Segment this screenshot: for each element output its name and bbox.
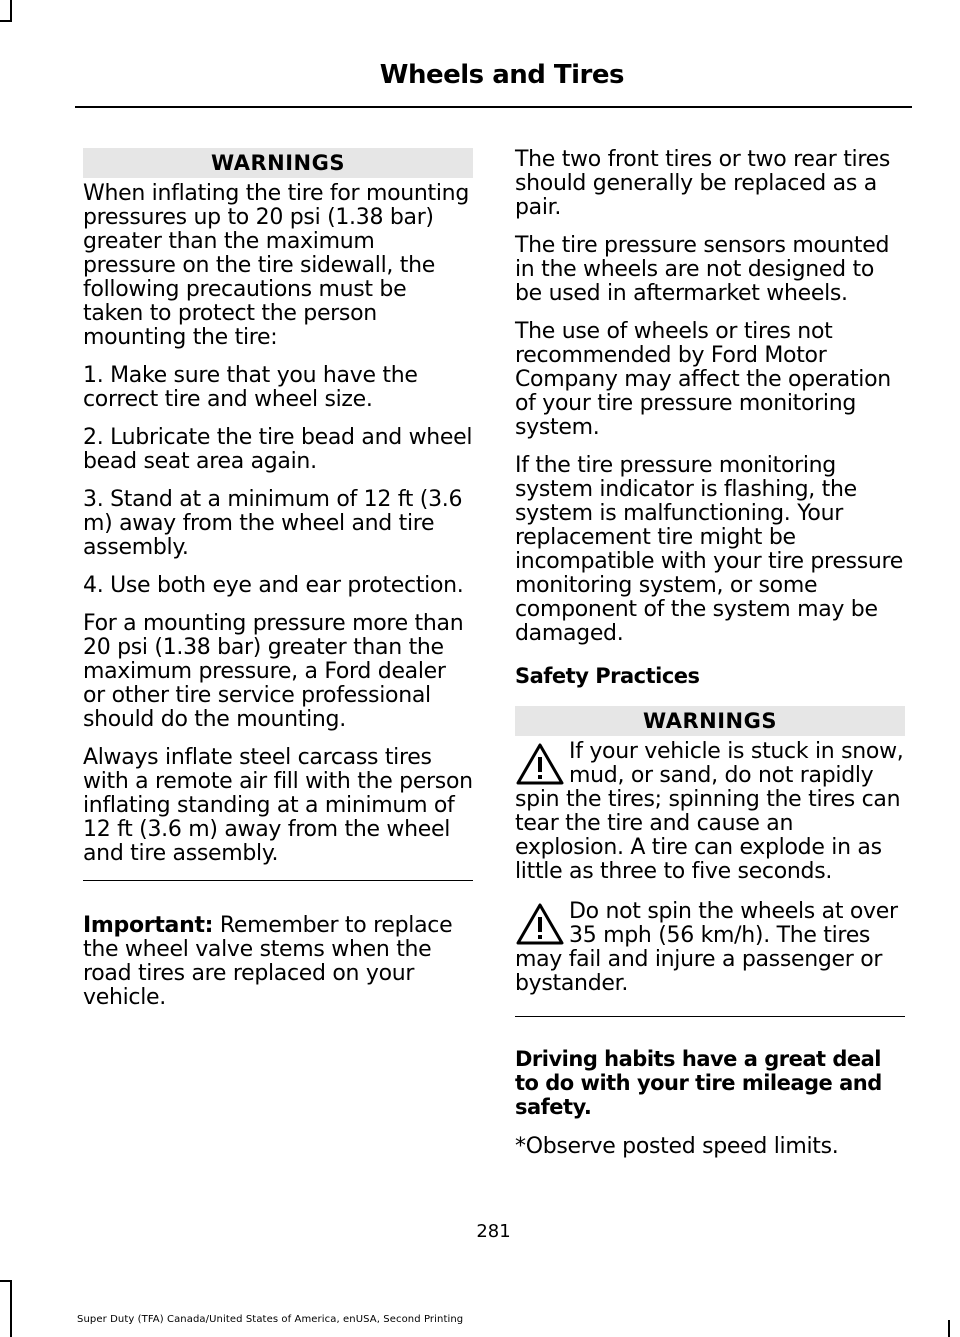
warning-text: Do not spin the wheels at over 35 mph (56 km/h). The tires may fail and injure a passenger or bystander. (515, 899, 898, 996)
body-paragraph: The use of wheels or tires not recommended by Ford Motor Company may affect the operation of your tire pressure monitoring system. (515, 319, 891, 440)
important-text: Remember to replace the wheel valve stems when the road tires are replaced on your vehicle. (83, 913, 453, 1010)
warnings-heading: WARNINGS (83, 148, 473, 178)
right-column (515, 148, 905, 1173)
crop-mark (0, 20, 12, 22)
warning-item (515, 900, 905, 996)
section-rule (515, 1016, 905, 1017)
body-paragraph: *Observe posted speed limits. (515, 1134, 839, 1159)
section-heading: Safety Practices (515, 664, 700, 688)
section-rule (83, 880, 473, 881)
important-note (83, 914, 473, 1010)
warning-triangle-icon (515, 742, 565, 786)
crop-mark (0, 1280, 12, 1282)
page-title: Wheels and Tires (379, 60, 624, 90)
warning-text: If your vehicle is stuck in snow, mud, or sand, do not rapidly spin the tires; spinning the tires can tear the tire and cause an explosion. A tire can explode in as little as three to five seconds. (515, 739, 904, 884)
step-2: 2. Lubricate the tire bead and wheel bead seat area again. (83, 425, 473, 474)
step-3: 3. Stand at a minimum of 12 ft (3.6 m) away from the wheel and tire assembly. (83, 487, 463, 560)
section-heading: Driving habits have a great deal to do with your tire mileage and safety. (515, 1047, 882, 1119)
edition-line: Super Duty (TFA) Canada/United States of America, enUSA, Second Printing (77, 1314, 464, 1325)
warning-text: When inflating the tire for mounting pressures up to 20 psi (1.38 bar) greater than the maximum pressure on the tire sidewall, the following precautions must be taken to protect the person mounting the tire: (83, 181, 469, 350)
body-paragraph: If the tire pressure monitoring system indicator is flashing, the system is malfunctioning. Your replacement tire might be incompatible with your tire pressure monitoring system, or some component of the system may be damaged. (515, 453, 904, 646)
warnings-heading: WARNINGS (515, 706, 905, 736)
warning-triangle-icon (515, 902, 565, 946)
left-column (83, 148, 473, 1024)
crop-mark (948, 1320, 950, 1337)
crop-mark (10, 1280, 12, 1337)
header-rule (75, 106, 912, 108)
warning-text: For a mounting pressure more than 20 psi (1.38 bar) greater than the maximum pressure, a Ford dealer or other tire service professional should do the mounting. (83, 611, 464, 732)
body-paragraph: The tire pressure sensors mounted in the wheels are not designed to be used in aftermarket wheels. (515, 233, 890, 306)
page-number: 281 (476, 1221, 511, 1242)
warning-item (515, 740, 905, 884)
crop-mark (10, 0, 12, 22)
body-paragraph: The two front tires or two rear tires should generally be replaced as a pair. (515, 147, 890, 220)
warning-text: Always inflate steel carcass tires with a remote air fill with the person inflating standing at a minimum of 12 ft (3.6 m) away from the wheel and tire assembly. (83, 745, 473, 866)
step-1: 1. Make sure that you have the correct tire and wheel size. (83, 363, 418, 412)
important-label: Important: (83, 913, 214, 938)
step-4: 4. Use both eye and ear protection. (83, 573, 464, 598)
